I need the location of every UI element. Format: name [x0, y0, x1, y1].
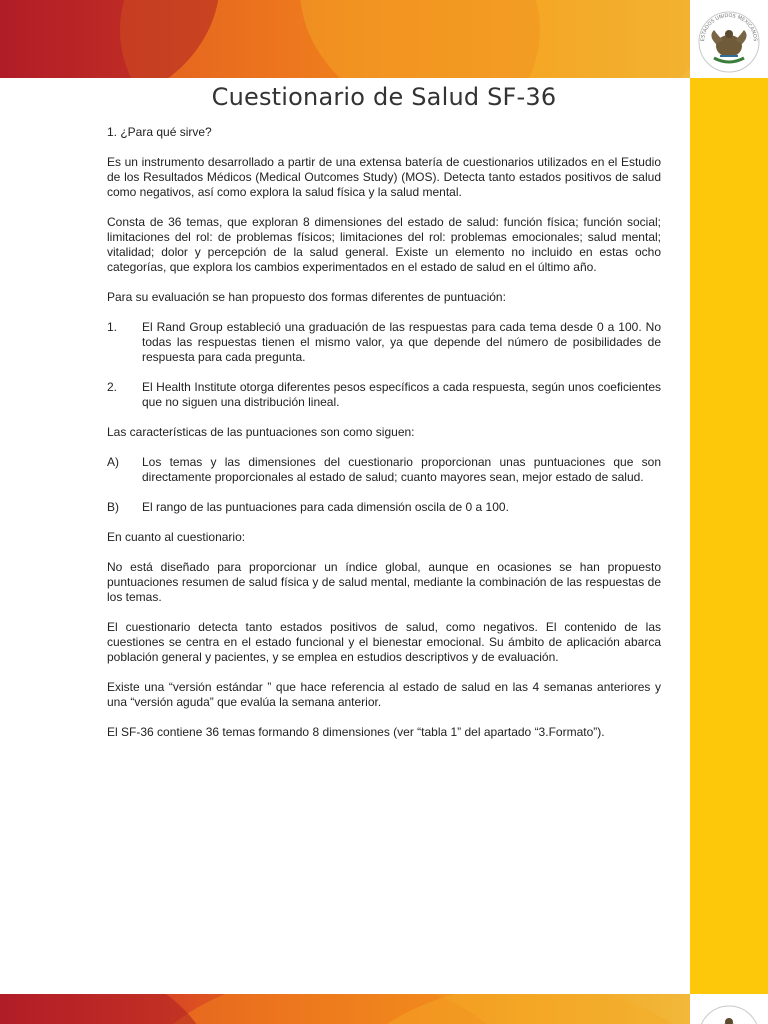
- footer-seal: [690, 994, 768, 1024]
- coat-of-arms-seal: [690, 0, 768, 78]
- paragraph: Existe una “versión estándar ” que hace referencia al estado de salud en las 4 semanas anteriores y una “versión aguda” que evalúa la semana anterior.: [107, 680, 661, 709]
- paragraph: En cuanto al cuestionario:: [107, 530, 246, 544]
- list-item-text: El Rand Group estableció una graduación de las respuestas para cada tema desde 0 a 100. No todas las respuestas tienen el mismo valor, ya que depende del número de posibilidades de respuesta para cada pregunta.: [142, 320, 661, 364]
- list-marker: 1.: [107, 320, 118, 334]
- eagle-seal-icon: [690, 0, 768, 78]
- paragraph: El cuestionario detecta tanto estados positivos de salud, como negativos. El contenido de las cuestiones se centra en el estado funcional y el bienestar emocional. Su ámbito de aplicación abarca población general y pacientes, y se emplea en estudios descriptivos y de evaluación.: [107, 620, 661, 664]
- list-item-text: Los temas y las dimensiones del cuestionario proporcionan unas puntuaciones que son directamente proporcionales al estado de salud; cuanto mayores sean, mejor estado de salud.: [142, 455, 661, 484]
- list-item: [107, 500, 661, 515]
- list-item-text: El rango de las puntuaciones para cada dimensión oscila de 0 a 100.: [142, 500, 509, 514]
- eagle-seal-icon: [690, 994, 768, 1024]
- list-marker: B): [107, 500, 119, 514]
- list-item-text: El Health Institute otorga diferentes pesos específicos a cada respuesta, según unos coeficientes que no siguen una distribución lineal.: [142, 380, 661, 409]
- list-item: [107, 380, 661, 410]
- list-item: [107, 455, 661, 485]
- list-marker: A): [107, 455, 119, 469]
- header-banner: [0, 0, 690, 78]
- paragraph: Es un instrumento desarrollado a partir de una extensa batería de cuestionarios utilizados en el Estudio de los Resultados Médicos (Medical Outcomes Study) (MOS). Detecta tanto estados positivos de salud como negativos, así como explora la salud física y la salud mental.: [107, 155, 661, 199]
- list-marker: 2.: [107, 380, 118, 394]
- section-heading: 1. ¿Para qué sirve?: [107, 125, 212, 139]
- side-accent-bar: [690, 78, 768, 994]
- paragraph: Para su evaluación se han propuesto dos formas diferentes de puntuación:: [107, 290, 506, 304]
- document-title: Cuestionario de Salud SF-36: [211, 83, 557, 111]
- document-body: [107, 83, 661, 755]
- paragraph: No está diseñado para proporcionar un índice global, aunque en ocasiones se han propuesto puntuaciones resumen de salud física y de salud mental, mediante la combinación de las respuestas de los temas.: [107, 560, 661, 604]
- paragraph: Consta de 36 temas, que exploran 8 dimensiones del estado de salud: función física; función social; limitaciones del rol: de problemas físicos; limitaciones del rol: problemas emocionales; salud mental; vitalidad; dolor y percepción de la salud general. Existe un elemento no incluido en estas ocho categorías, que explora los cambios experimentados en el estado de salud en el último año.: [107, 215, 661, 274]
- paragraph: Las características de las puntuaciones son como siguen:: [107, 425, 415, 439]
- footer-banner: [0, 994, 690, 1024]
- list-item: [107, 320, 661, 365]
- paragraph: El SF-36 contiene 36 temas formando 8 dimensiones (ver “tabla 1” del apartado “3.Formato”).: [107, 725, 605, 739]
- seal-arc-text: ESTADOS UNIDOS MEXICANOS: [699, 12, 759, 42]
